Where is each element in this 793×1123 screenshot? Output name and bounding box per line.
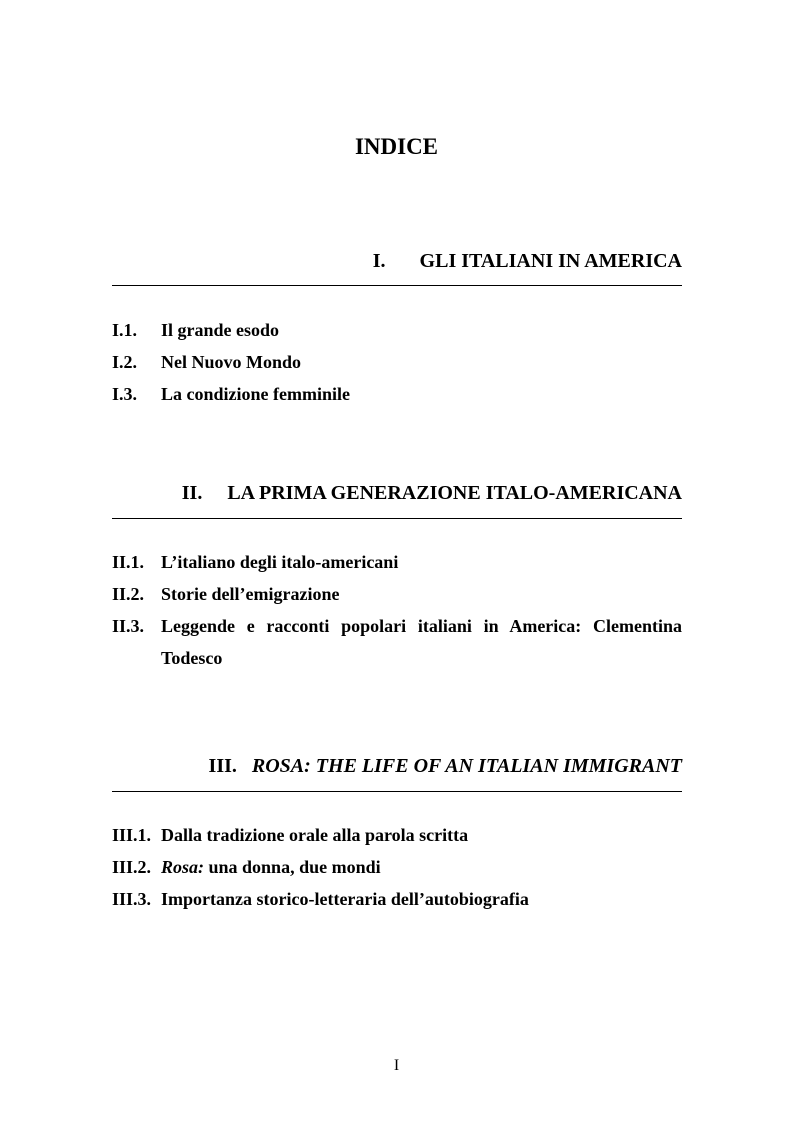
chapter-1 [112, 248, 682, 404]
chapter-title: LA PRIMA GENERAZIONE ITALO-AMERICANA [227, 482, 682, 504]
toc-entry[interactable] [112, 546, 682, 578]
section-title: L’italiano degli italo-americani [161, 552, 399, 572]
section-list [112, 314, 682, 410]
toc-entry[interactable] [112, 851, 682, 883]
chapter-divider [112, 791, 682, 792]
toc-entry[interactable] [112, 883, 682, 915]
section-title: Leggende e racconti popolari italiani in America: Clementina Todesco [161, 616, 682, 668]
chapter-divider [112, 518, 682, 519]
chapter-number: III. [208, 755, 237, 777]
chapter-number: II. [181, 482, 203, 504]
chapter-divider [112, 285, 682, 286]
chapter-title: ROSA: THE LIFE OF AN ITALIAN IMMIGRANT [251, 755, 682, 777]
section-number: II.2. [112, 584, 145, 604]
chapter-2 [112, 480, 682, 668]
section-number: III.3. [112, 889, 152, 909]
section-number: II.3. [112, 616, 145, 636]
page-title: INDICE [354, 134, 439, 159]
section-title [161, 851, 682, 883]
toc-entry[interactable] [112, 378, 682, 410]
chapter-heading [112, 480, 682, 506]
section-number: II.1. [112, 552, 145, 572]
toc-entry[interactable] [112, 346, 682, 378]
toc-entry[interactable] [112, 610, 682, 674]
section-number: III.2. [112, 857, 152, 877]
section-title: Il grande esodo [161, 320, 280, 340]
chapter-heading [112, 248, 682, 274]
chapter-title: GLI ITALIANI IN AMERICA [419, 250, 682, 272]
section-number: I.3. [112, 384, 138, 404]
section-title: Storie dell’emigrazione [161, 584, 340, 604]
section-number: I.2. [112, 352, 138, 372]
section-title: Importanza storico-letteraria dell’autobiografia [161, 889, 529, 909]
toc-entry[interactable] [112, 578, 682, 610]
section-title: La condizione femminile [161, 384, 350, 404]
chapter-heading [112, 753, 682, 779]
section-list [112, 546, 682, 674]
page-number: I [393, 1057, 400, 1074]
section-title-italic: Rosa: [161, 857, 205, 877]
section-list [112, 819, 682, 915]
section-number: III.1. [112, 825, 152, 845]
section-title-rest: una donna, due mondi [204, 857, 381, 877]
chapter-number: I. [372, 250, 386, 272]
section-title: Nel Nuovo Mondo [161, 352, 302, 372]
toc-entry[interactable] [112, 314, 682, 346]
section-number: I.1. [112, 320, 138, 340]
toc-entry[interactable] [112, 819, 682, 851]
section-title: Dalla tradizione orale alla parola scritta [161, 825, 469, 845]
chapter-3 [112, 753, 682, 909]
